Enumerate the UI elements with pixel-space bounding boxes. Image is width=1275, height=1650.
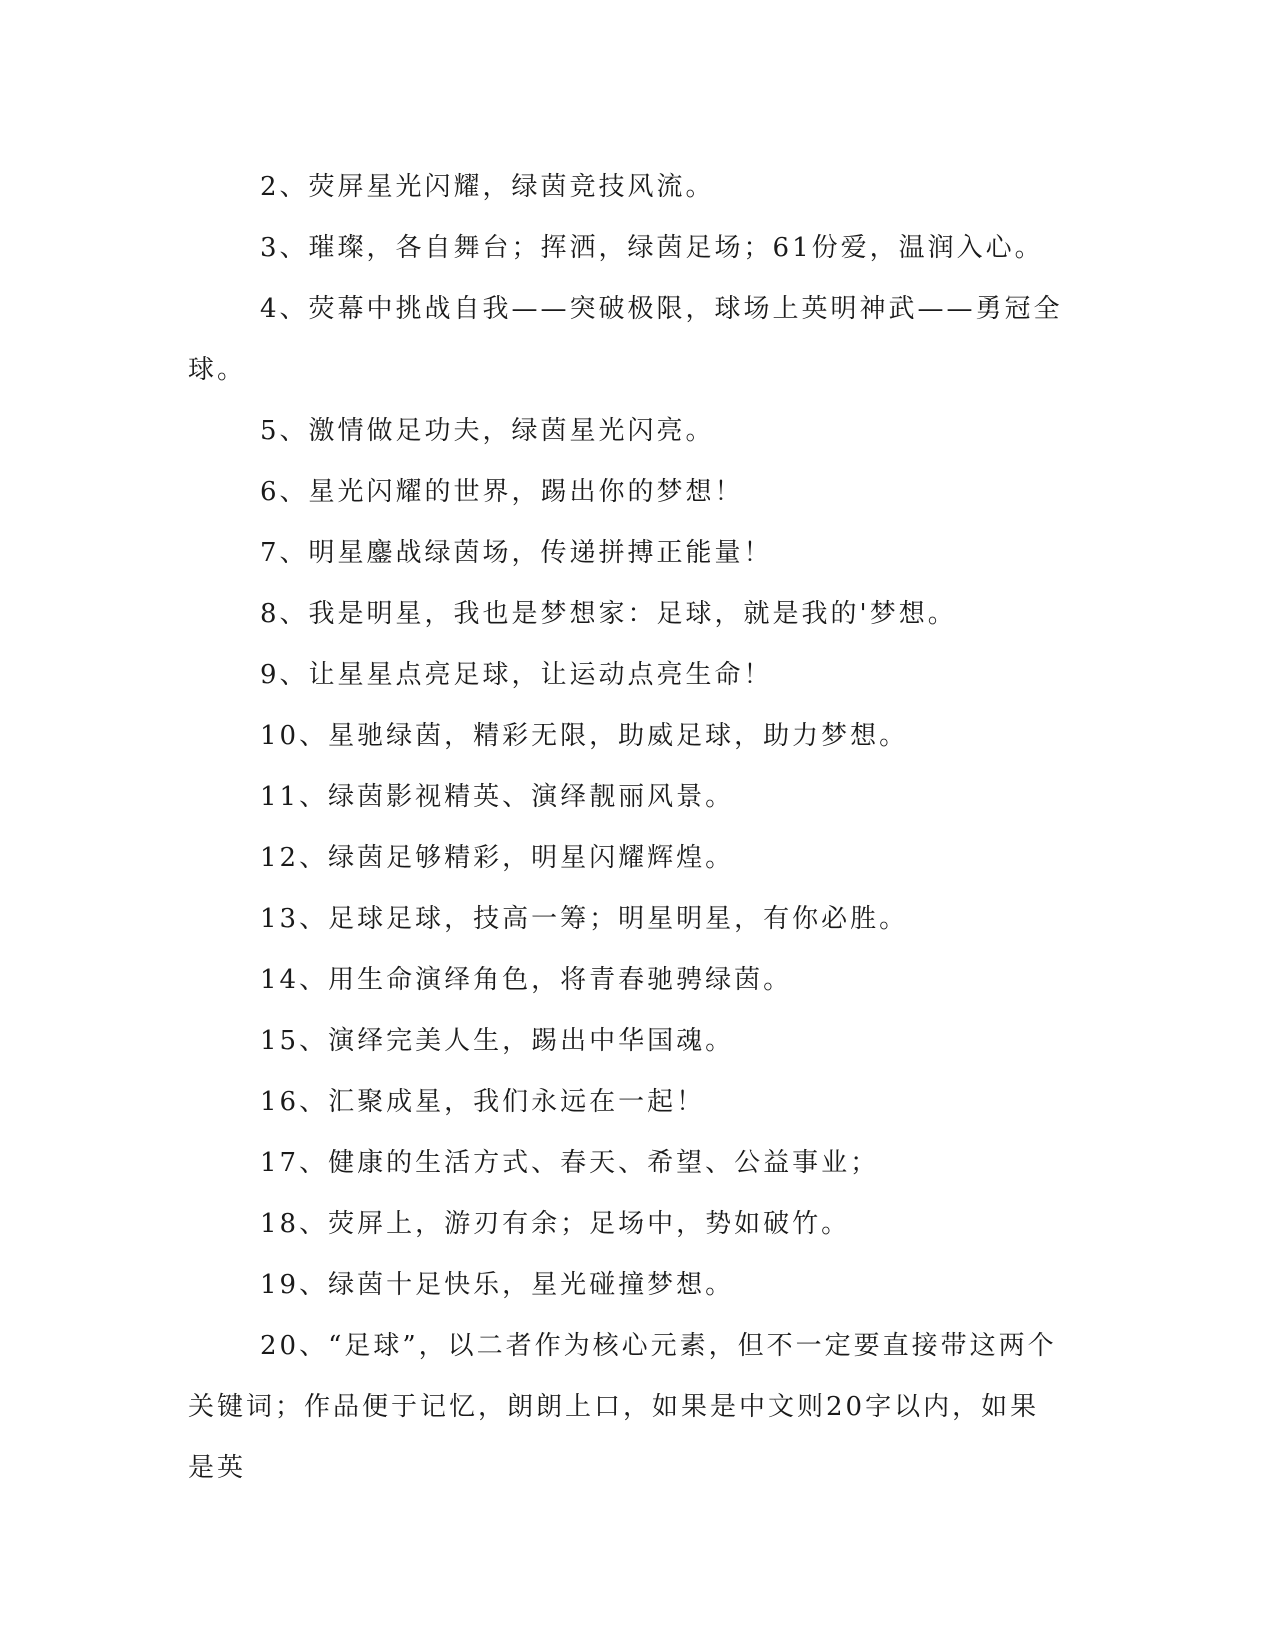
paragraph-16: 16、汇聚成星，我们永远在一起！ xyxy=(260,1087,706,1117)
paragraph-2: 2、荧屏星光闪耀，绿茵竞技风流。 xyxy=(260,172,715,202)
paragraph-4: 4、荧幕中挑战自我——突破极限，球场上英明神武——勇冠全球。 xyxy=(188,294,1063,385)
paragraph-14: 14、用生命演绎角色，将青春驰骋绿茵。 xyxy=(260,965,793,995)
paragraph-6: 6、星光闪耀的世界，踢出你的梦想！ xyxy=(260,477,744,507)
paragraph-5: 5、激情做足功夫，绿茵星光闪亮。 xyxy=(260,416,715,446)
document-body xyxy=(188,157,1068,1499)
paragraph-18: 18、荧屏上，游刃有余；足场中，势如破竹。 xyxy=(260,1209,851,1239)
paragraph-17: 17、健康的生活方式、春天、希望、公益事业； xyxy=(260,1148,880,1178)
paragraph-10: 10、星驰绿茵，精彩无限，助威足球，助力梦想。 xyxy=(260,721,909,751)
paragraph-9: 9、让星星点亮足球，让运动点亮生命！ xyxy=(260,660,773,690)
paragraph-7: 7、明星鏖战绿茵场，传递拼搏正能量！ xyxy=(260,538,773,568)
paragraph-11: 11、绿茵影视精英、演绎靓丽风景。 xyxy=(260,782,735,812)
paragraph-3: 3、璀璨，各自舞台；挥洒，绿茵足场；61份爱，温润入心。 xyxy=(260,233,1044,263)
paragraph-15: 15、演绎完美人生，踢出中华国魂。 xyxy=(260,1026,735,1056)
paragraph-20: 20、“足球”，以二者作为核心元素，但不一定要直接带这两个关键词；作品便于记忆，朗朗上口，如果是中文则20字以内，如果是英 xyxy=(188,1331,1057,1483)
paragraph-8: 8、我是明星，我也是梦想家：足球，就是我的'梦想。 xyxy=(260,599,957,629)
paragraph-13: 13、足球足球，技高一筹；明星明星，有你必胜。 xyxy=(260,904,909,934)
paragraph-12: 12、绿茵足够精彩，明星闪耀辉煌。 xyxy=(260,843,735,873)
paragraph-19: 19、绿茵十足快乐，星光碰撞梦想。 xyxy=(260,1270,735,1300)
